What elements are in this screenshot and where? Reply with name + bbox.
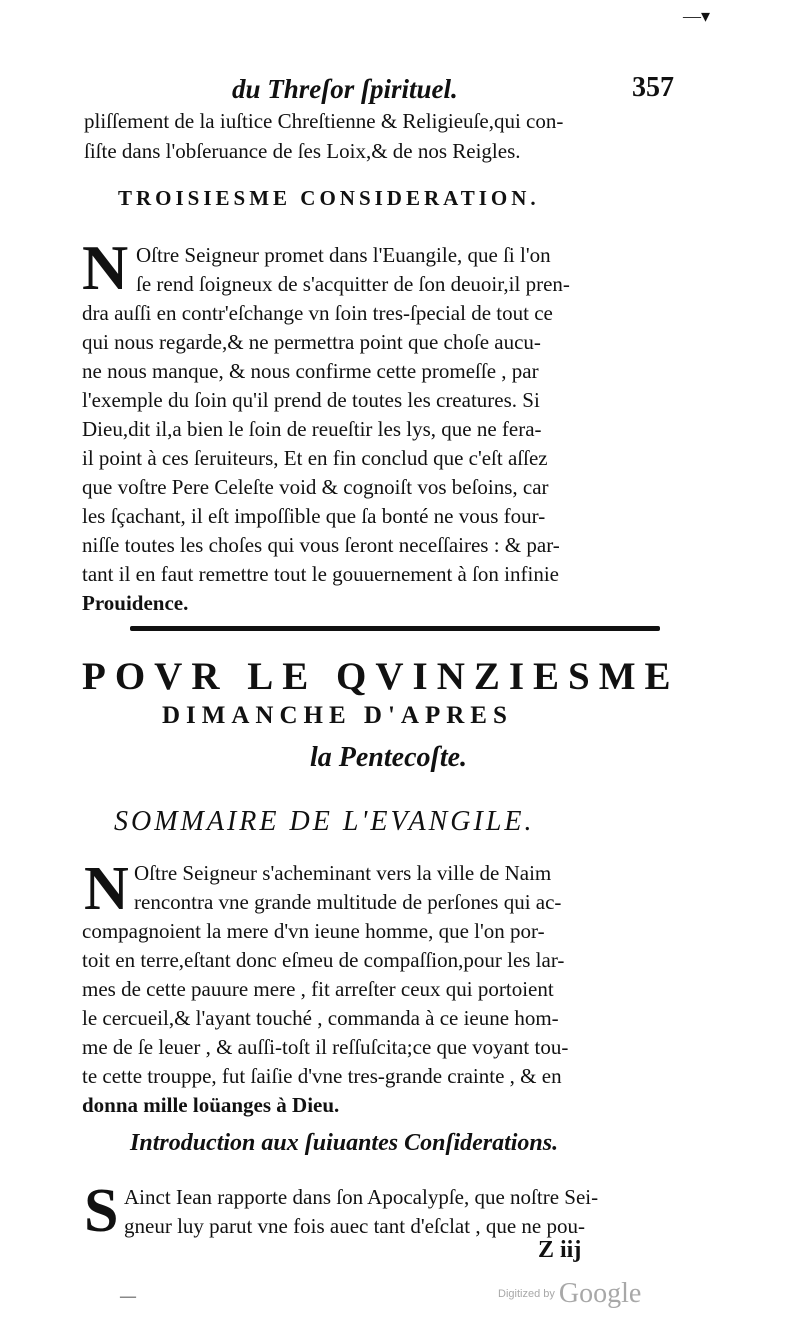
sommaire-line: me de ſe leuer , & auſſi-toſt il reſſuſcita;ce que voyant tou- [82, 1035, 569, 1059]
consideration-line: dra auſſi en contr'eſchange vn ſoin tres-ſpecial de tout ce [82, 301, 553, 325]
consideration-line: l'exemple du ſoin qu'il prend de toutes les creatures. Si [82, 388, 540, 412]
watermark [498, 1278, 641, 1310]
intro-line: Ainct Iean rapporte dans ſon Apocalypſe, que noſtre Sei- [124, 1185, 599, 1209]
section-divider [130, 626, 660, 631]
sommaire-line: Oſtre Seigneur s'acheminant vers la ville de Naim [134, 861, 552, 885]
consideration-line: qui nous regarde,& ne permettra point que choſe aucu- [82, 330, 541, 354]
sommaire-line: mes de cette pauure mere , fit arreſter ceux qui portoient [82, 977, 554, 1001]
intro-dropcap: S [84, 1177, 119, 1245]
watermark-logo-text: Google [558, 1278, 642, 1309]
consideration-line: Prouidence. [82, 591, 189, 615]
consideration-line: Oſtre Seigneur promet dans l'Euangile, que ſi l'on [136, 243, 551, 267]
consideration-line: niſſe toutes les choſes qui vous ſeront neceſſaires : & par- [82, 533, 560, 557]
consideration-line: il point à ces ſeruiteurs, Et en fin conclud que c'eſt aſſez [82, 446, 548, 470]
consideration-line: que voſtre Pere Celeſte void & cognoiſt vos beſoins, car [82, 475, 549, 499]
intro-heading: Introduction aux ſuiuantes Conſiderations. [130, 1130, 559, 1156]
page-number: 357 [632, 72, 674, 103]
intro-line: gneur luy parut vne fois auec tant d'eſclat , que ne pou- [124, 1214, 585, 1238]
signature-mark: Z iij [538, 1237, 582, 1263]
consideration-dropcap: N [82, 232, 129, 303]
watermark-small-text: Digitized by [498, 1288, 555, 1300]
sommaire-line: compagnoient la mere d'vn ieune homme, que l'on por- [82, 919, 545, 943]
sommaire-dropcap: N [84, 855, 129, 923]
sommaire-line: rencontra vne grande multitude de perſones qui ac- [134, 890, 562, 914]
continuation-line: ſiſte dans l'obſeruance de ſes Loix,& de nos Reigles. [84, 139, 521, 163]
consideration-line: ne nous manque, & nous confirme cette promeſſe , par [82, 359, 539, 383]
section-subtitle-italic: la Pentecoſte. [310, 742, 468, 773]
section-subtitle: DIMANCHE D'APRES [162, 702, 513, 729]
sommaire-line: le cercueil,& l'ayant touché , commanda à ce ieune hom- [82, 1006, 559, 1030]
sommaire-line: donna mille loüanges à Dieu. [82, 1093, 340, 1117]
bottom-mark: — [120, 1288, 136, 1305]
consideration-line: les ſçachant, il eſt impoſſible que ſa bonté ne vous four- [82, 504, 546, 528]
sommaire-line: toit en terre,eſtant donc eſmeu de compaſſion,pour les lar- [82, 948, 565, 972]
continuation-line: pliſſement de la iuſtice Chreſtienne & Religieuſe,qui con- [84, 109, 564, 133]
running-header: du Threſor ſpirituel. [232, 74, 458, 104]
top-mark: —▾ [683, 6, 711, 26]
consideration-line: ſe rend ſoigneux de s'acquitter de ſon deuoir,il pren- [136, 272, 570, 296]
sommaire-line: te cette trouppe, fut ſaiſie d'vne tres-grande crainte , & en [82, 1064, 562, 1088]
sommaire-heading: SOMMAIRE DE L'EVANGILE. [114, 806, 535, 837]
consideration-heading: TROISIESME CONSIDERATION. [118, 186, 540, 210]
consideration-line: Dieu,dit il,a bien le ſoin de reueſtir les lys, que ne fera- [82, 417, 542, 441]
consideration-line: tant il en faut remettre tout le gouuernement à ſon infinie [82, 562, 560, 586]
section-title: POVR LE QVINZIESME [82, 655, 680, 698]
